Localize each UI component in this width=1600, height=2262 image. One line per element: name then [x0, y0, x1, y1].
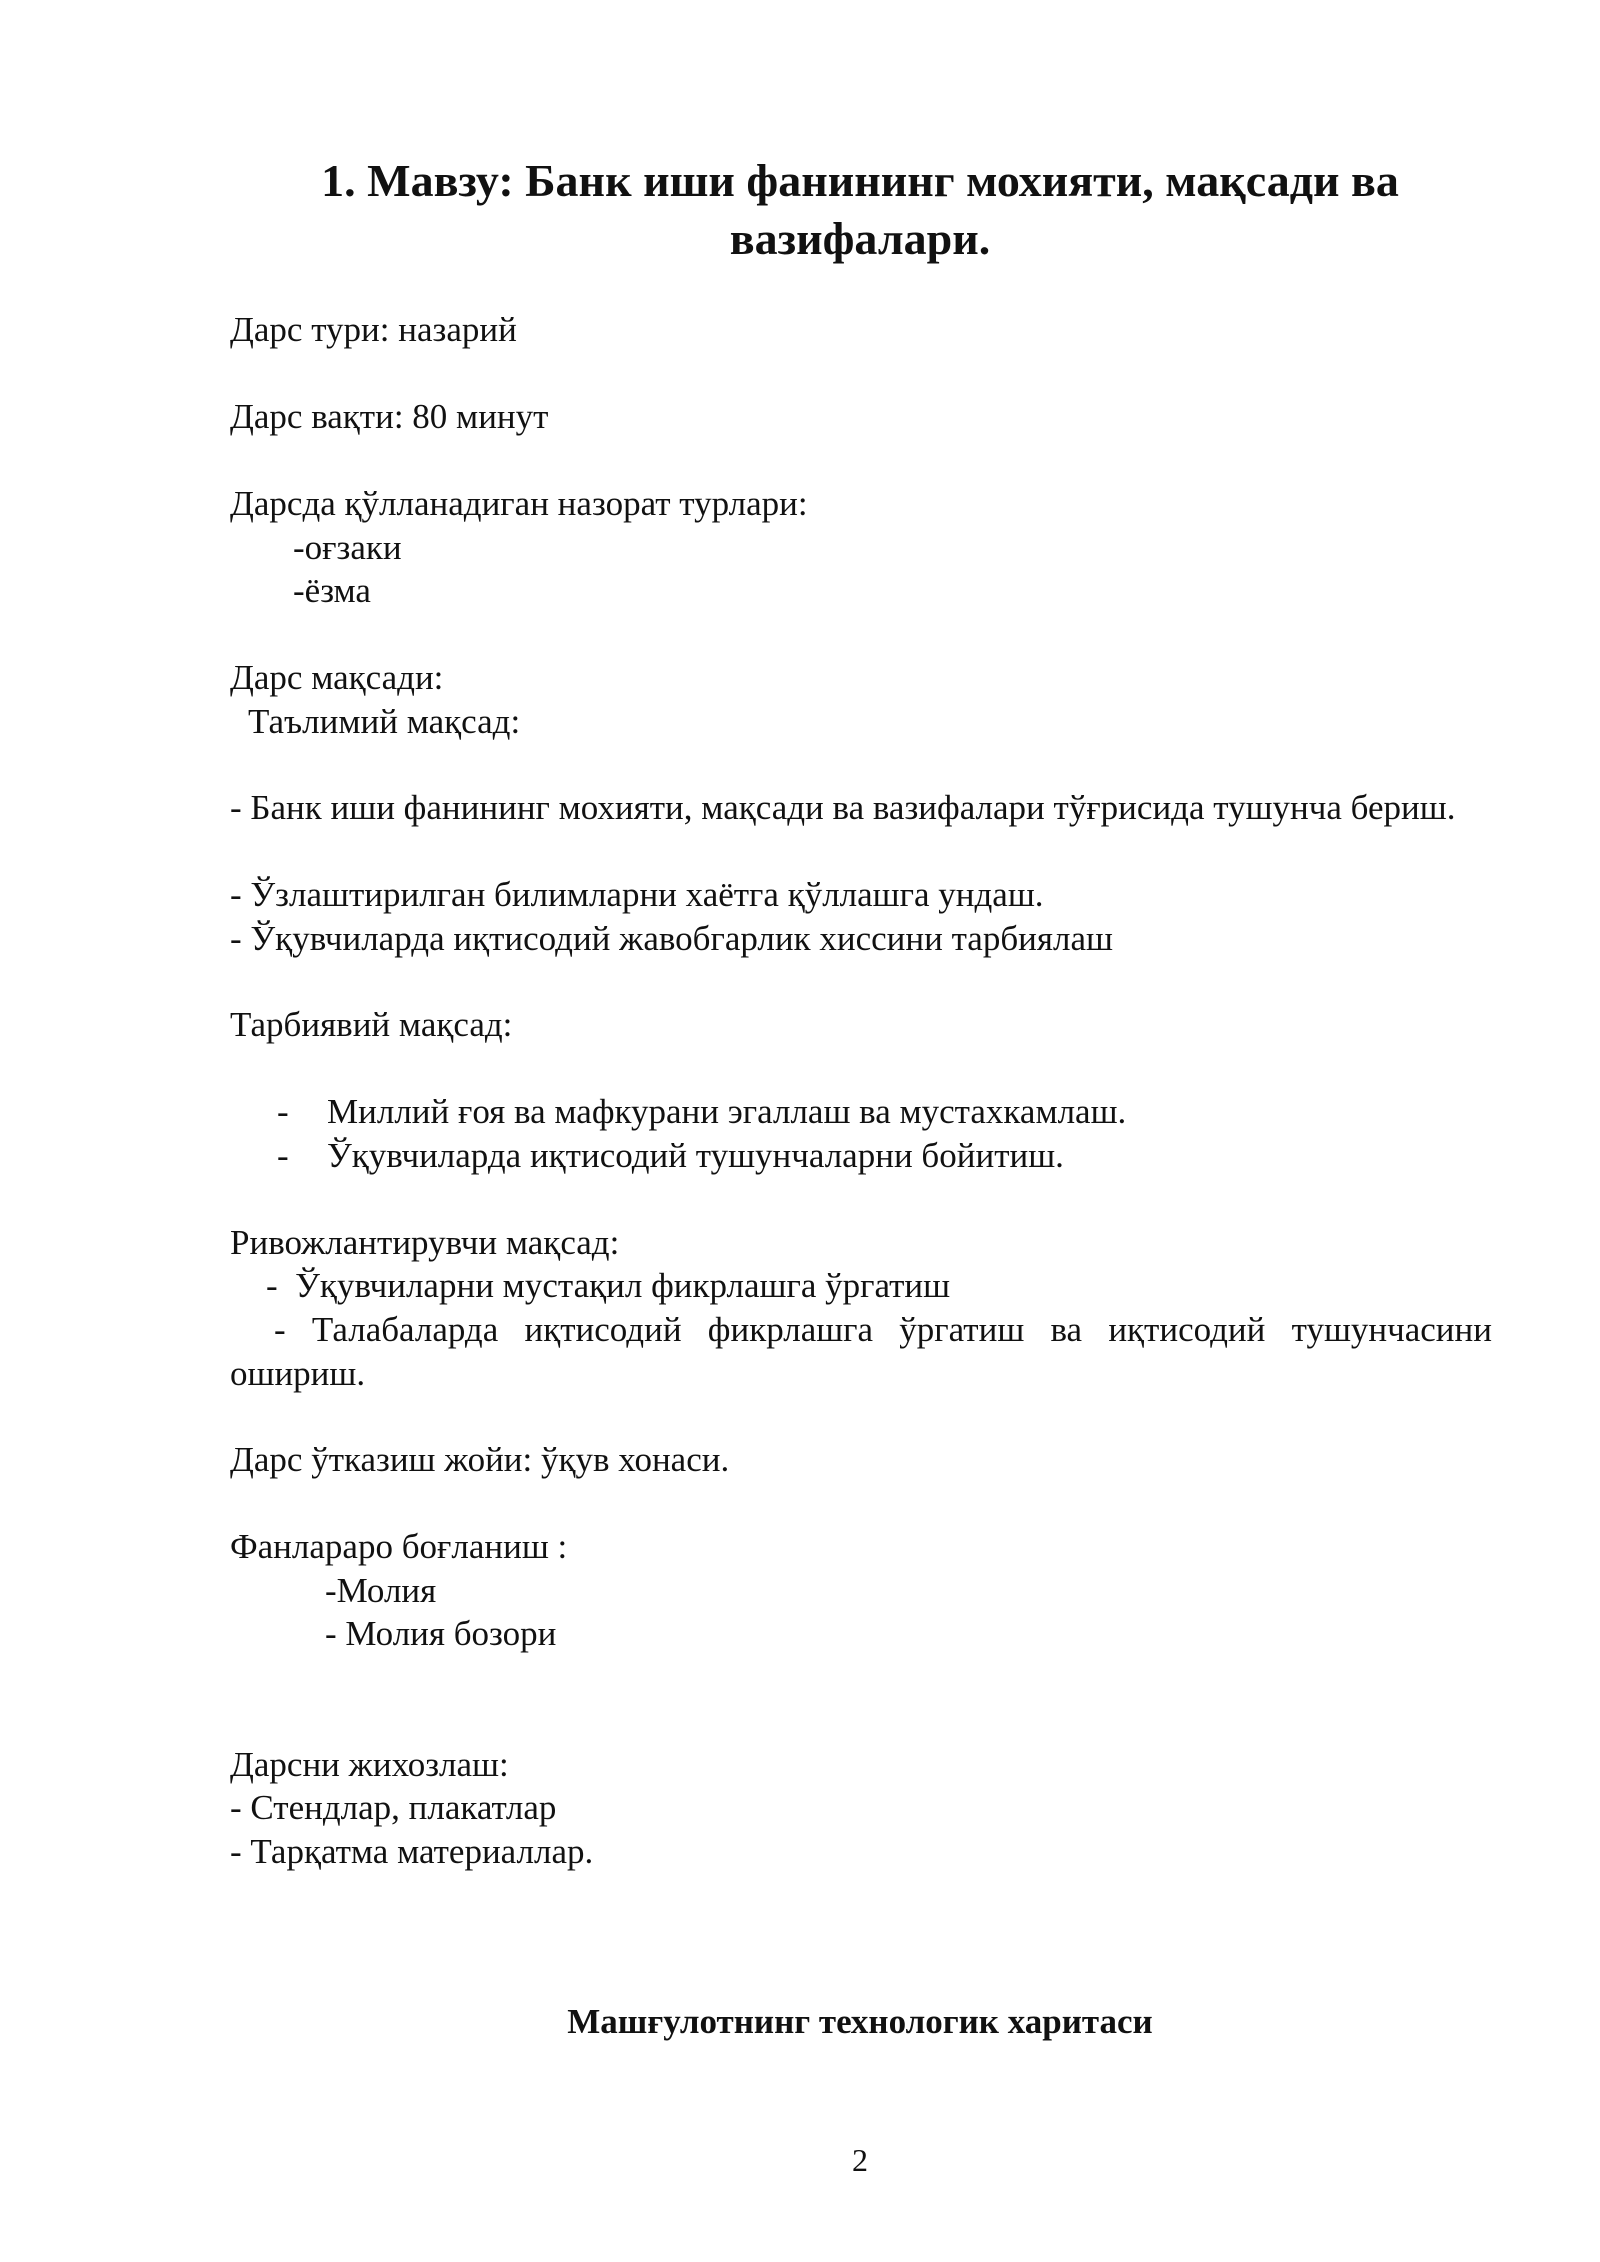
- developing-goal-item: - Ўқувчиларни мустақил фикрлашга ўргатиш: [266, 1266, 951, 1305]
- upbringing-goal-item: Миллий ғоя ва мафкурани эгаллаш ва мустахкамлаш.: [327, 1092, 1127, 1131]
- section-title: Машғулотнинг технологик харитаси: [567, 2002, 1153, 2041]
- upbringing-goal-dash: -: [277, 1136, 289, 1175]
- page-number: 2: [852, 2142, 868, 2178]
- lesson-time: Дарс вақти: 80 минут: [230, 397, 549, 436]
- upbringing-goal-item: Ўқувчиларда иқтисодий тушунчаларни бойитиш.: [327, 1136, 1064, 1175]
- control-types-heading: Дарсда қўлланадиган назорат турлари:: [230, 484, 808, 523]
- interdisciplinary-item: -Молия: [325, 1571, 437, 1610]
- educational-goal-item: - Банк иши фанининг мохияти, мақсади ва вазифалари тўғрисида тушунча бериш.: [230, 788, 1456, 827]
- educational-goal-heading: Таълимий мақсад:: [248, 702, 521, 741]
- developing-goal-item: - Талабаларда иқтисодий фикрлашга ўргатиш ва иқтисодий тушунчасини ошириш.: [230, 1310, 1492, 1393]
- educational-goal-item: - Ўзлаштирилган билимларни хаётга қўллашга ундаш.: [230, 875, 1044, 914]
- page-title: 1. Мавзу: Банк иши фанининг мохияти, мақсади ва вазифалари.: [321, 155, 1399, 264]
- equipment-heading: Дарсни жихозлаш:: [230, 1745, 509, 1784]
- upbringing-goal-heading: Тарбиявий мақсад:: [230, 1005, 513, 1044]
- equipment-item: - Тарқатма материаллар.: [230, 1832, 594, 1871]
- equipment-item: - Стендлар, плакатлар: [230, 1788, 557, 1827]
- control-type-item: -ёзма: [293, 571, 371, 610]
- interdisciplinary-heading: Фанлараро боғланиш :: [230, 1527, 568, 1566]
- upbringing-goal-dash: -: [277, 1092, 289, 1131]
- lesson-goal-heading: Дарс мақсади:: [230, 658, 444, 697]
- control-type-item: -оғзаки: [293, 528, 402, 567]
- lesson-type: Дарс тури: назарий: [230, 310, 517, 349]
- interdisciplinary-item: - Молия бозори: [325, 1614, 557, 1653]
- lesson-place: Дарс ўтказиш жойи: ўқув хонаси.: [230, 1440, 730, 1479]
- educational-goal-item: - Ўқувчиларда иқтисодий жавобгарлик хиссини тарбиялаш: [230, 919, 1113, 958]
- developing-goal-heading: Ривожлантирувчи мақсад:: [230, 1223, 620, 1262]
